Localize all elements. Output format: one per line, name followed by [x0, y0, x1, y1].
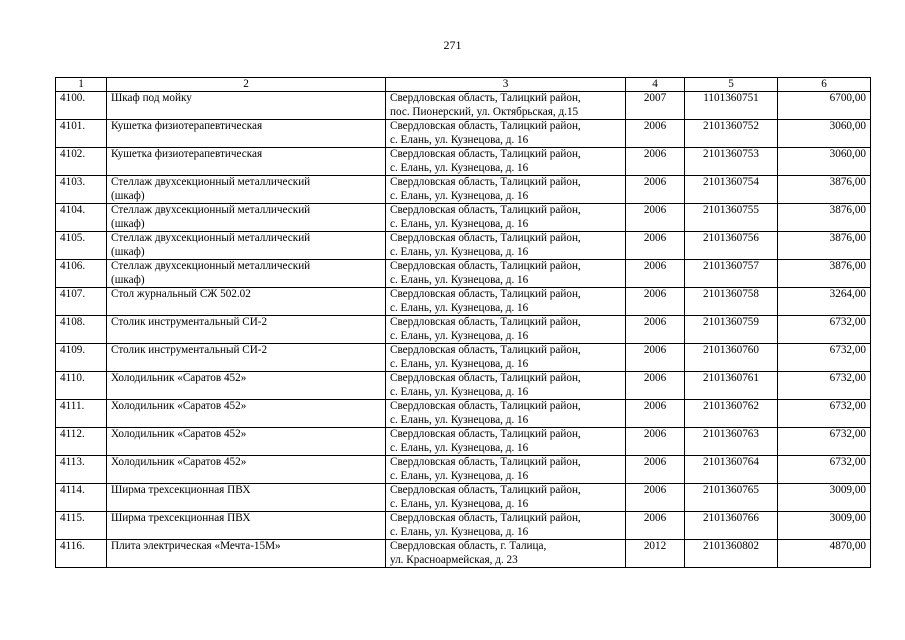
address-line: Свердловская область, Талицкий район, [390, 400, 581, 412]
year-value: 2006 [643, 428, 667, 440]
address-line: Свердловская область, Талицкий район, [390, 148, 581, 160]
year-cell [626, 512, 685, 540]
item-name-line: (шкаф) [111, 273, 145, 286]
column-header-5: 5 [685, 78, 778, 92]
inventory-number-cell [685, 316, 778, 344]
address-line: с. Елань, ул. Кузнецова, д. 16 [390, 189, 529, 202]
item-name-line: Стеллаж двухсекционный металлический [111, 176, 311, 188]
price-value: 3009,00 [829, 512, 866, 524]
inventory-number-cell [685, 148, 778, 176]
year-value: 2006 [643, 232, 667, 244]
row-number: 4103. [60, 176, 86, 188]
row-number: 4101. [60, 120, 86, 132]
year-cell [626, 372, 685, 400]
address-line: Свердловская область, Талицкий район, [390, 456, 581, 468]
year-cell [626, 176, 685, 204]
item-name-line: Столик инструментальный СИ-2 [111, 316, 268, 328]
inventory-number-cell [685, 540, 778, 568]
item-name-line: Холодильник «Саратов 452» [111, 428, 247, 440]
year-value: 2006 [643, 120, 667, 132]
item-name-cell [107, 92, 386, 120]
row-number-cell [56, 484, 107, 512]
item-name-cell [107, 232, 386, 260]
inventory-number-cell [685, 484, 778, 512]
address-line: с. Елань, ул. Кузнецова, д. 16 [390, 133, 529, 146]
address-line: Свердловская область, Талицкий район, [390, 204, 581, 216]
year-cell [626, 400, 685, 428]
price-value: 6732,00 [829, 456, 866, 468]
table-row [56, 148, 871, 176]
inventory-number: 2101360759 [703, 316, 759, 328]
table-row [56, 120, 871, 148]
row-number: 4109. [60, 344, 86, 356]
address-cell [386, 148, 626, 176]
item-name-cell [107, 260, 386, 288]
year-value: 2006 [643, 288, 667, 300]
inventory-number: 2101360757 [703, 260, 759, 272]
address-line: с. Елань, ул. Кузнецова, д. 16 [390, 329, 529, 342]
column-header-6: 6 [778, 78, 871, 92]
year-cell [626, 288, 685, 316]
item-name-cell [107, 120, 386, 148]
row-number-cell [56, 316, 107, 344]
address-line: с. Елань, ул. Кузнецова, д. 16 [390, 161, 529, 174]
row-number-cell [56, 232, 107, 260]
price-cell [778, 288, 871, 316]
row-number: 4115. [60, 512, 85, 524]
inventory-number: 2101360754 [703, 176, 759, 188]
table-row [56, 204, 871, 232]
year-cell [626, 316, 685, 344]
table-row [56, 232, 871, 260]
address-line: ул. Красноармейская, д. 23 [390, 553, 518, 566]
address-cell [386, 232, 626, 260]
column-header-1: 1 [56, 78, 107, 92]
inventory-number-cell [685, 512, 778, 540]
address-line: Свердловская область, Талицкий район, [390, 92, 581, 104]
item-name-line: Стеллаж двухсекционный металлический [111, 204, 311, 216]
year-cell [626, 484, 685, 512]
row-number: 4102. [60, 148, 86, 160]
page-number: 271 [443, 38, 462, 52]
row-number-cell [56, 260, 107, 288]
price-cell [778, 204, 871, 232]
inventory-number: 1101360751 [703, 92, 759, 104]
row-number: 4108. [60, 316, 86, 328]
inventory-number: 2101360765 [703, 484, 759, 496]
price-value: 3009,00 [829, 484, 866, 496]
price-value: 3060,00 [829, 120, 866, 132]
row-number: 4112. [60, 428, 85, 440]
row-number: 4113. [60, 456, 85, 468]
item-name-cell [107, 400, 386, 428]
row-number: 4114. [60, 484, 85, 496]
year-cell [626, 148, 685, 176]
row-number: 4104. [60, 204, 86, 216]
table-row [56, 428, 871, 456]
property-registry-table [55, 77, 871, 568]
column-header-4: 4 [626, 78, 685, 92]
address-line: Свердловская область, Талицкий район, [390, 316, 581, 328]
address-line: с. Елань, ул. Кузнецова, д. 16 [390, 441, 529, 454]
item-name-cell [107, 204, 386, 232]
inventory-number: 2101360762 [703, 400, 759, 412]
price-value: 3876,00 [829, 204, 866, 216]
inventory-number-cell [685, 232, 778, 260]
item-name-cell [107, 316, 386, 344]
inventory-number: 2101360761 [703, 372, 759, 384]
address-line: с. Елань, ул. Кузнецова, д. 16 [390, 469, 529, 482]
inventory-number: 2101360763 [703, 428, 759, 440]
row-number: 4100. [60, 92, 86, 104]
row-number: 4106. [60, 260, 86, 272]
inventory-number-cell [685, 344, 778, 372]
row-number-cell [56, 92, 107, 120]
price-cell [778, 148, 871, 176]
price-value: 3264,00 [829, 288, 866, 300]
price-cell [778, 540, 871, 568]
item-name-line: Ширма трехсекционная ПВХ [111, 512, 251, 524]
inventory-number-cell [685, 288, 778, 316]
table-row [56, 288, 871, 316]
item-name-line: (шкаф) [111, 245, 145, 258]
price-cell [778, 232, 871, 260]
item-name-line: Шкаф под мойку [111, 92, 192, 104]
inventory-number-cell [685, 372, 778, 400]
inventory-number: 2101360755 [703, 204, 759, 216]
item-name-line: Холодильник «Саратов 452» [111, 456, 247, 468]
item-name-line: Стеллаж двухсекционный металлический [111, 260, 311, 272]
price-cell [778, 120, 871, 148]
inventory-number-cell [685, 260, 778, 288]
table-row [56, 316, 871, 344]
year-cell [626, 204, 685, 232]
row-number-cell [56, 204, 107, 232]
price-value: 3876,00 [829, 232, 866, 244]
address-cell [386, 456, 626, 484]
year-cell [626, 428, 685, 456]
year-cell [626, 540, 685, 568]
row-number-cell [56, 344, 107, 372]
item-name-line: Стол журнальный СЖ 502.02 [111, 288, 251, 300]
address-line: с. Елань, ул. Кузнецова, д. 16 [390, 413, 529, 426]
address-line: Свердловская область, Талицкий район, [390, 120, 581, 132]
item-name-cell [107, 288, 386, 316]
year-value: 2006 [643, 456, 667, 468]
inventory-number: 2101360753 [703, 148, 759, 160]
price-value: 6732,00 [829, 428, 866, 440]
inventory-number: 2101360802 [703, 540, 759, 552]
address-line: с. Елань, ул. Кузнецова, д. 16 [390, 497, 529, 510]
address-line: с. Елань, ул. Кузнецова, д. 16 [390, 273, 529, 286]
address-cell [386, 372, 626, 400]
table-row [56, 176, 871, 204]
address-line: Свердловская область, Талицкий район, [390, 288, 581, 300]
price-cell [778, 260, 871, 288]
address-cell [386, 176, 626, 204]
item-name-line: Столик инструментальный СИ-2 [111, 344, 268, 356]
address-line: Свердловская область, Талицкий район, [390, 232, 581, 244]
inventory-number-cell [685, 456, 778, 484]
year-value: 2006 [643, 316, 667, 328]
item-name-line: Плита электрическая «Мечта-15М» [111, 540, 281, 552]
inventory-number-cell [685, 400, 778, 428]
price-cell [778, 512, 871, 540]
address-cell [386, 288, 626, 316]
price-cell [778, 344, 871, 372]
address-cell [386, 316, 626, 344]
year-value: 2006 [643, 372, 667, 384]
table-header [56, 78, 871, 92]
address-cell [386, 428, 626, 456]
address-line: Свердловская область, Талицкий район, [390, 512, 581, 524]
address-cell [386, 540, 626, 568]
table-row [56, 372, 871, 400]
item-name-line: Ширма трехсекционная ПВХ [111, 484, 251, 496]
row-number-cell [56, 540, 107, 568]
year-cell [626, 232, 685, 260]
price-value: 3876,00 [829, 260, 866, 272]
inventory-number: 2101360756 [703, 232, 759, 244]
price-cell [778, 428, 871, 456]
price-value: 3060,00 [829, 148, 866, 160]
price-value: 6732,00 [829, 400, 866, 412]
inventory-number-cell [685, 204, 778, 232]
address-cell [386, 344, 626, 372]
price-cell [778, 400, 871, 428]
address-cell [386, 260, 626, 288]
address-line: Свердловская область, Талицкий район, [390, 176, 581, 188]
item-name-cell [107, 540, 386, 568]
address-line: Свердловская область, Талицкий район, [390, 372, 581, 384]
year-cell [626, 344, 685, 372]
address-line: Свердловская область, Талицкий район, [390, 260, 581, 272]
column-number-row [56, 78, 871, 92]
address-line: Свердловская область, г. Талица, [390, 540, 547, 552]
row-number-cell [56, 288, 107, 316]
address-line: пос. Пионерский, ул. Октябрьская, д.15 [390, 105, 579, 118]
year-value: 2006 [643, 400, 667, 412]
item-name-cell [107, 372, 386, 400]
row-number-cell [56, 176, 107, 204]
table-row [56, 344, 871, 372]
price-cell [778, 176, 871, 204]
column-header-2: 2 [107, 78, 386, 92]
inventory-number-cell [685, 428, 778, 456]
inventory-number-cell [685, 92, 778, 120]
address-line: с. Елань, ул. Кузнецова, д. 16 [390, 301, 529, 314]
address-line: Свердловская область, Талицкий район, [390, 484, 581, 496]
price-value: 6700,00 [829, 92, 866, 104]
table-body [56, 92, 871, 568]
table-row [56, 456, 871, 484]
year-value: 2006 [643, 484, 667, 496]
year-value: 2006 [643, 176, 667, 188]
price-cell [778, 316, 871, 344]
row-number-cell [56, 372, 107, 400]
item-name-cell [107, 456, 386, 484]
year-cell [626, 92, 685, 120]
address-line: с. Елань, ул. Кузнецова, д. 16 [390, 385, 529, 398]
year-value: 2006 [643, 512, 667, 524]
row-number: 4105. [60, 232, 86, 244]
column-header-3: 3 [386, 78, 626, 92]
year-cell [626, 120, 685, 148]
item-name-cell [107, 428, 386, 456]
year-value: 2006 [643, 344, 667, 356]
address-cell [386, 92, 626, 120]
year-value: 2006 [643, 204, 667, 216]
item-name-line: (шкаф) [111, 189, 145, 202]
address-line: Свердловская область, Талицкий район, [390, 428, 581, 440]
item-name-cell [107, 148, 386, 176]
address-line: с. Елань, ул. Кузнецова, д. 16 [390, 217, 529, 230]
row-number: 4111. [60, 400, 85, 412]
address-line: с. Елань, ул. Кузнецова, д. 16 [390, 525, 529, 538]
inventory-number: 2101360764 [703, 456, 759, 468]
row-number-cell [56, 148, 107, 176]
row-number-cell [56, 512, 107, 540]
table-row [56, 92, 871, 120]
row-number-cell [56, 456, 107, 484]
address-cell [386, 120, 626, 148]
item-name-line: Холодильник «Саратов 452» [111, 372, 247, 384]
year-value: 2007 [643, 92, 667, 104]
price-value: 4870,00 [829, 540, 866, 552]
address-line: с. Елань, ул. Кузнецова, д. 16 [390, 357, 529, 370]
address-line: Свердловская область, Талицкий район, [390, 344, 581, 356]
price-cell [778, 372, 871, 400]
item-name-cell [107, 176, 386, 204]
year-cell [626, 456, 685, 484]
address-line: с. Елань, ул. Кузнецова, д. 16 [390, 245, 529, 258]
inventory-number: 2101360766 [703, 512, 759, 524]
item-name-cell [107, 512, 386, 540]
row-number: 4110. [60, 372, 85, 384]
year-value: 2006 [643, 148, 667, 160]
table-row [56, 260, 871, 288]
price-value: 3876,00 [829, 176, 866, 188]
item-name-line: Кушетка физиотерапевтическая [111, 120, 263, 132]
price-value: 6732,00 [829, 344, 866, 356]
price-cell [778, 92, 871, 120]
table-row [56, 540, 871, 568]
year-value: 2012 [643, 540, 667, 552]
address-cell [386, 400, 626, 428]
inventory-number: 2101360758 [703, 288, 759, 300]
address-cell [386, 484, 626, 512]
year-cell [626, 260, 685, 288]
table-row [56, 400, 871, 428]
inventory-number-cell [685, 176, 778, 204]
inventory-number-cell [685, 120, 778, 148]
table-row [56, 512, 871, 540]
row-number: 4116. [60, 540, 85, 552]
inventory-number: 2101360752 [703, 120, 759, 132]
row-number-cell [56, 400, 107, 428]
row-number-cell [56, 120, 107, 148]
year-value: 2006 [643, 260, 667, 272]
table-row [56, 484, 871, 512]
price-cell [778, 484, 871, 512]
price-value: 6732,00 [829, 316, 866, 328]
item-name-line: Холодильник «Саратов 452» [111, 400, 247, 412]
row-number-cell [56, 428, 107, 456]
item-name-line: Стеллаж двухсекционный металлический [111, 232, 311, 244]
row-number: 4107. [60, 288, 86, 300]
price-value: 6732,00 [829, 372, 866, 384]
item-name-cell [107, 484, 386, 512]
address-cell [386, 512, 626, 540]
price-cell [778, 456, 871, 484]
item-name-line: (шкаф) [111, 217, 145, 230]
address-cell [386, 204, 626, 232]
item-name-line: Кушетка физиотерапевтическая [111, 148, 263, 160]
item-name-cell [107, 344, 386, 372]
inventory-number: 2101360760 [703, 344, 759, 356]
